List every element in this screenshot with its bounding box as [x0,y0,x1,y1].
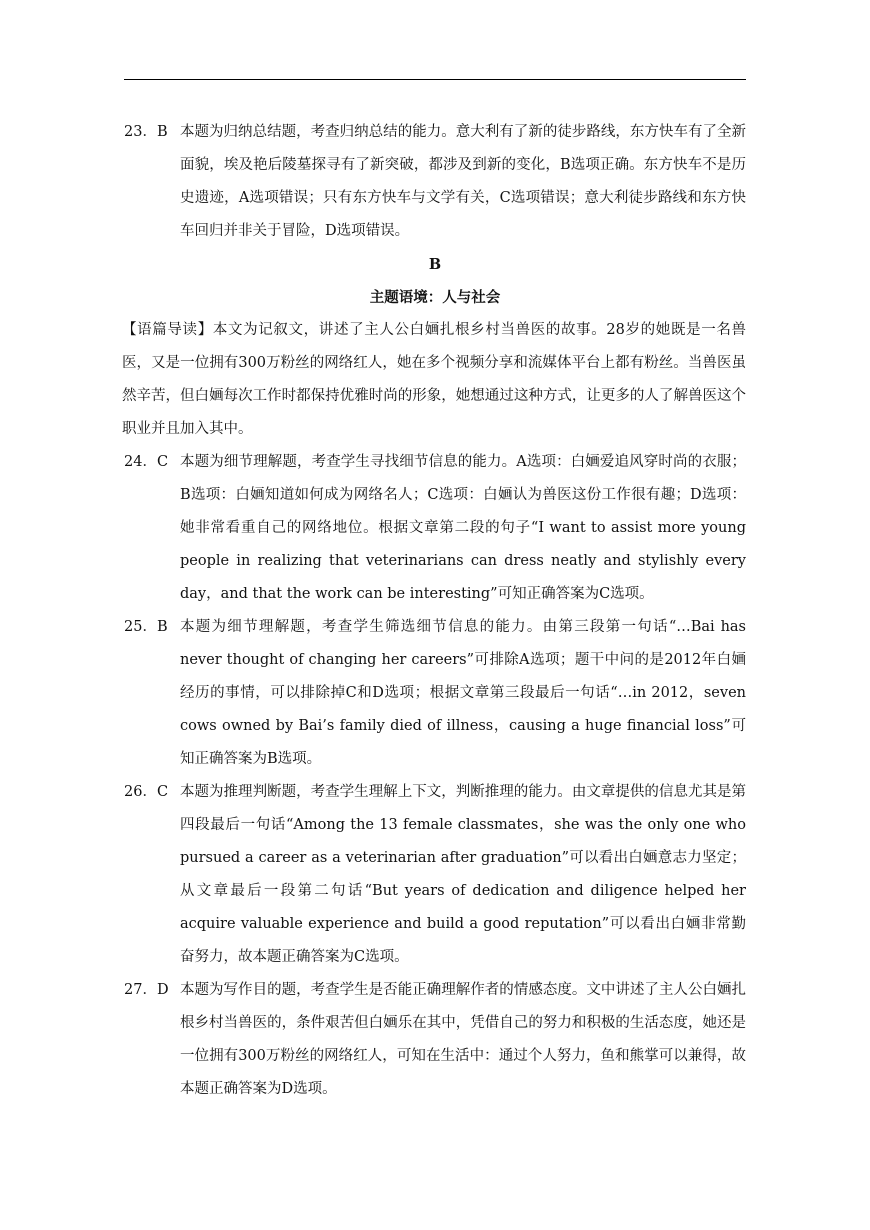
answer-explanation: 本题为细节理解题，考查学生寻找细节信息的能力。A选项：白婳爱追风穿时尚的衣服；B选项：白婳知道如何成为网络名人；C选项：白婳认为兽医这份工作很有趣；D选项：她非常看重自己的网络地位。根据文章第二段的句子“I want to assist more young people in realizing that veterinarians can dress neatly and stylishly every day，and that the work can be interesting”可知正确答案为C选项。 [180,454,746,602]
document-body [124,116,746,1106]
answer-number: 23．B [124,124,168,140]
answer-explanation: 本题为归纳总结题，考查归纳总结的能力。意大利有了新的徒步路线，东方快车有了全新面貌，埃及艳后陵墓探寻有了新突破，都涉及到新的变化，B选项正确。东方快车不是历史遗迹，A选项错误；只有东方快车与文学有关，C选项错误；意大利徒步路线和东方快车回归并非关于冒险，D选项错误。 [180,124,746,239]
answer-number: 27．D [124,982,169,998]
answer-item-24 [124,446,746,611]
section-letter: B [428,256,442,273]
answer-item-27 [124,974,746,1106]
answer-item-25 [124,611,746,776]
answer-number: 26．C [124,784,169,800]
answer-number: 25．B [124,619,168,635]
section-theme: 主题语境：人与社会 [369,289,501,306]
answer-item-26 [124,776,746,974]
header-rule [124,79,746,80]
answer-explanation: 本题为细节理解题，考查学生筛选细节信息的能力。由第三段第一句话“…Bai has never thought of changing her careers”可排除A选项；题干中问的是2012年白婳经历的事情，可以排除掉C和D选项；根据文章第三段最后一句话“…in 2012，seven cows owned by Bai’s family died of illness，causing a huge financial loss”可知正确答案为B选项。 [180,619,746,767]
answer-item-23 [124,116,746,248]
passage-guide: 【语篇导读】本文为记叙文，讲述了主人公白婳扎根乡村当兽医的故事。28岁的她既是一名兽医，又是一位拥有300万粉丝的网络红人，她在多个视频分享和流媒体平台上都有粉丝。当兽医虽然辛苦，但白婳每次工作时都保持优雅时尚的形象，她想通过这种方式，让更多的人了解兽医这个职业并且加入其中。 [122,322,746,437]
answer-explanation: 本题为推理判断题，考查学生理解上下文，判断推理的能力。由文章提供的信息尤其是第四段最后一句话“Among the 13 female classmates，she was the only one who pursued a career as a veterinarian after graduation”可以看出白婳意志力坚定；从文章最后一段第二句话“But years of dedication and diligence helped her acquire valuable experience and build a good reputation”可以看出白婳非常勤奋努力，故本题正确答案为C选项。 [180,784,746,965]
answer-explanation: 本题为写作目的题，考查学生是否能正确理解作者的情感态度。文中讲述了主人公白婳扎根乡村当兽医的，条件艰苦但白婳乐在其中，凭借自己的努力和积极的生活态度，她还是一位拥有300万粉丝的网络红人，可知在生活中：通过个人努力，鱼和熊掌可以兼得，故本题正确答案为D选项。 [180,982,746,1097]
answer-number: 24．C [124,454,169,470]
